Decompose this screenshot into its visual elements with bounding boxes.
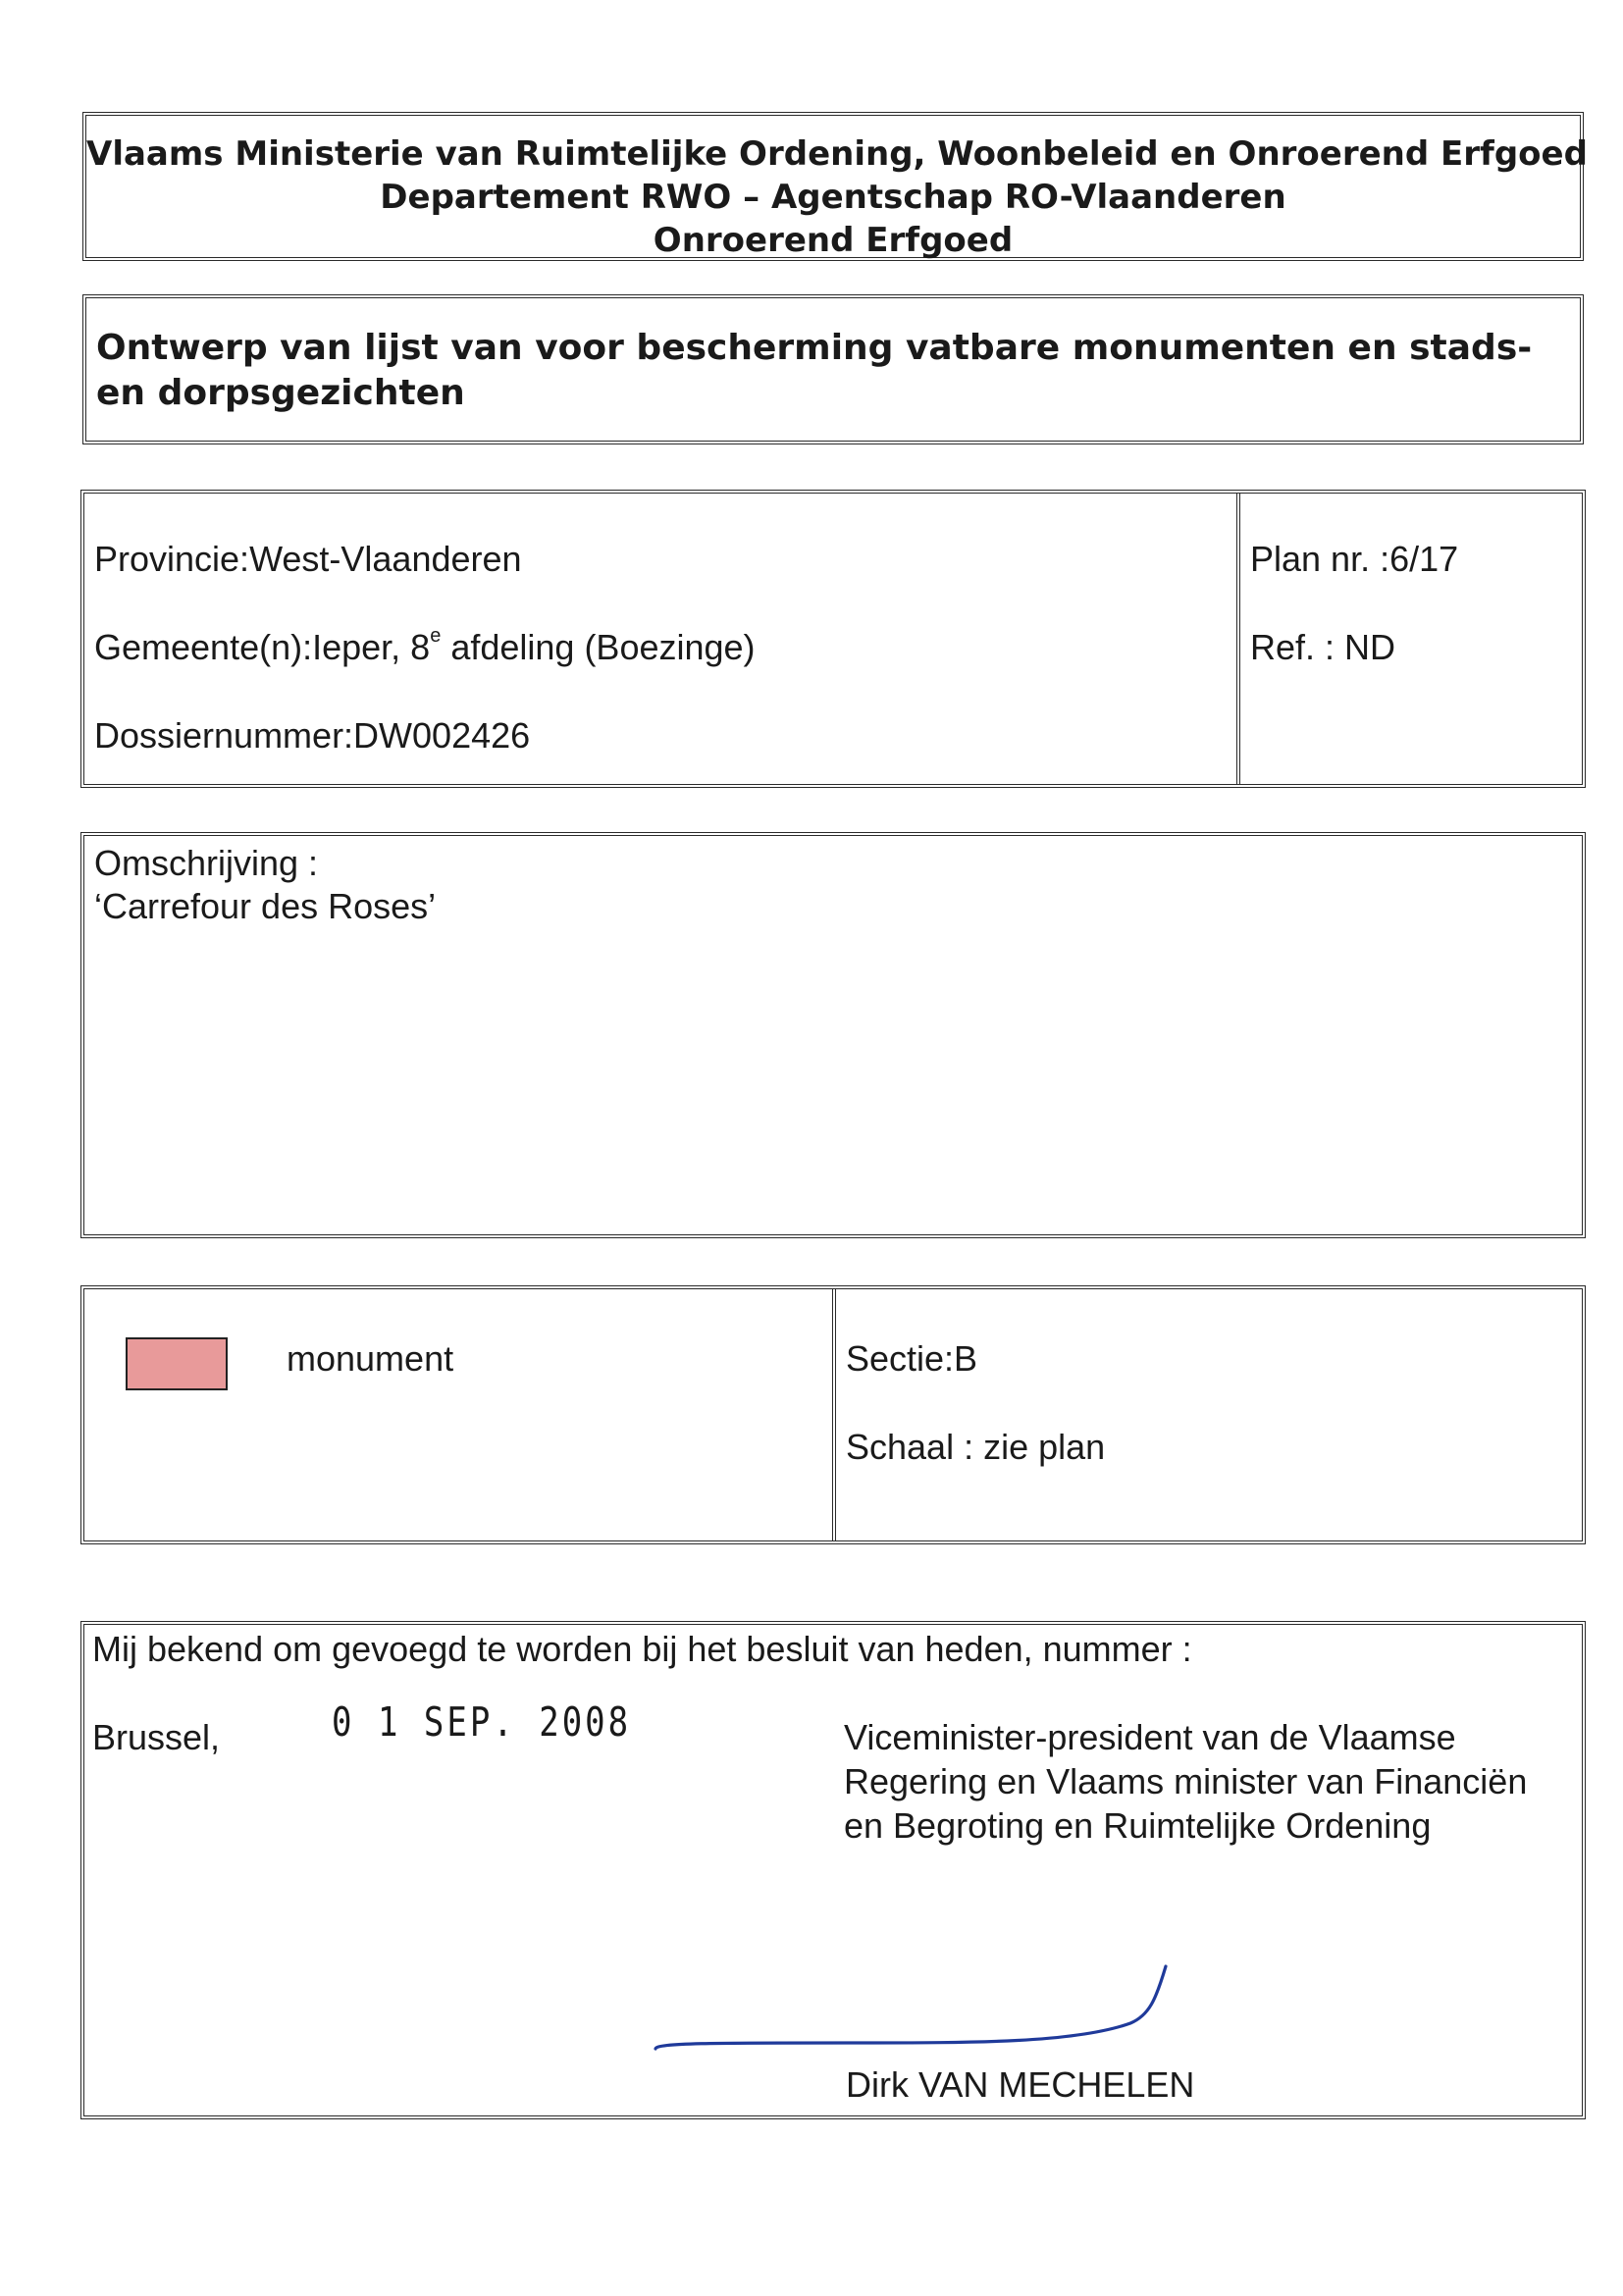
document-title: Ontwerp van lijst van voor bescherming vatbare monumenten en stads- en dorpsgezichten xyxy=(82,294,1584,444)
signature-place: Brussel, xyxy=(92,1717,221,1757)
schaal-field: Schaal : zie plan xyxy=(846,1427,1106,1467)
gemeente-text: Gemeente(n):Ieper, 8 xyxy=(94,627,431,667)
handwritten-signature xyxy=(654,1958,1203,2066)
reference: Ref. : ND xyxy=(1250,627,1396,667)
provincie-field: Provincie:West-Vlaanderen xyxy=(94,539,522,579)
sectie-field: Sectie:B xyxy=(846,1338,978,1379)
department-name: Departement RWO – Agentschap RO-Vlaanderen xyxy=(380,178,1286,217)
legend-panel xyxy=(84,1289,836,1540)
ministry-name: Vlaams Ministerie van Ruimtelijke Ordening, Woonbeleid en Onroerend Erfgoed xyxy=(86,134,1588,174)
plan-number: Plan nr. :6/17 xyxy=(1250,539,1459,579)
date-stamp: 0 1 SEP. 2008 xyxy=(332,1699,632,1747)
signatory-name: Dirk VAN MECHELEN xyxy=(846,2064,1195,2105)
signature-box xyxy=(80,1621,1586,2119)
location-panel xyxy=(84,494,1240,784)
description-box xyxy=(80,832,1586,1238)
monument-color-swatch xyxy=(126,1337,228,1390)
legend-label: monument xyxy=(287,1338,454,1379)
legend-box xyxy=(80,1285,1586,1544)
dossier-field: Dossiernummer:DW002426 xyxy=(94,715,531,756)
agency-name: Onroerend Erfgoed xyxy=(653,221,1014,260)
description-label: Omschrijving : xyxy=(94,843,319,883)
signature-stroke xyxy=(655,1966,1166,2049)
header-box xyxy=(82,112,1588,261)
gemeente-superscript: e xyxy=(430,625,442,647)
gemeente-suffix: afdeling (Boezinge) xyxy=(441,627,756,667)
description-value: ‘Carrefour des Roses’ xyxy=(94,886,437,926)
signature-intro: Mij bekend om gevoegd te worden bij het besluit van heden, nummer : xyxy=(92,1629,1192,1669)
gemeente-field xyxy=(94,627,756,668)
minister-title: Viceminister-president van de Vlaamse Regering en Vlaams minister van Financiën en Begroting en Ruimtelijke Ordening xyxy=(844,1717,1528,1846)
info-box xyxy=(80,490,1586,788)
